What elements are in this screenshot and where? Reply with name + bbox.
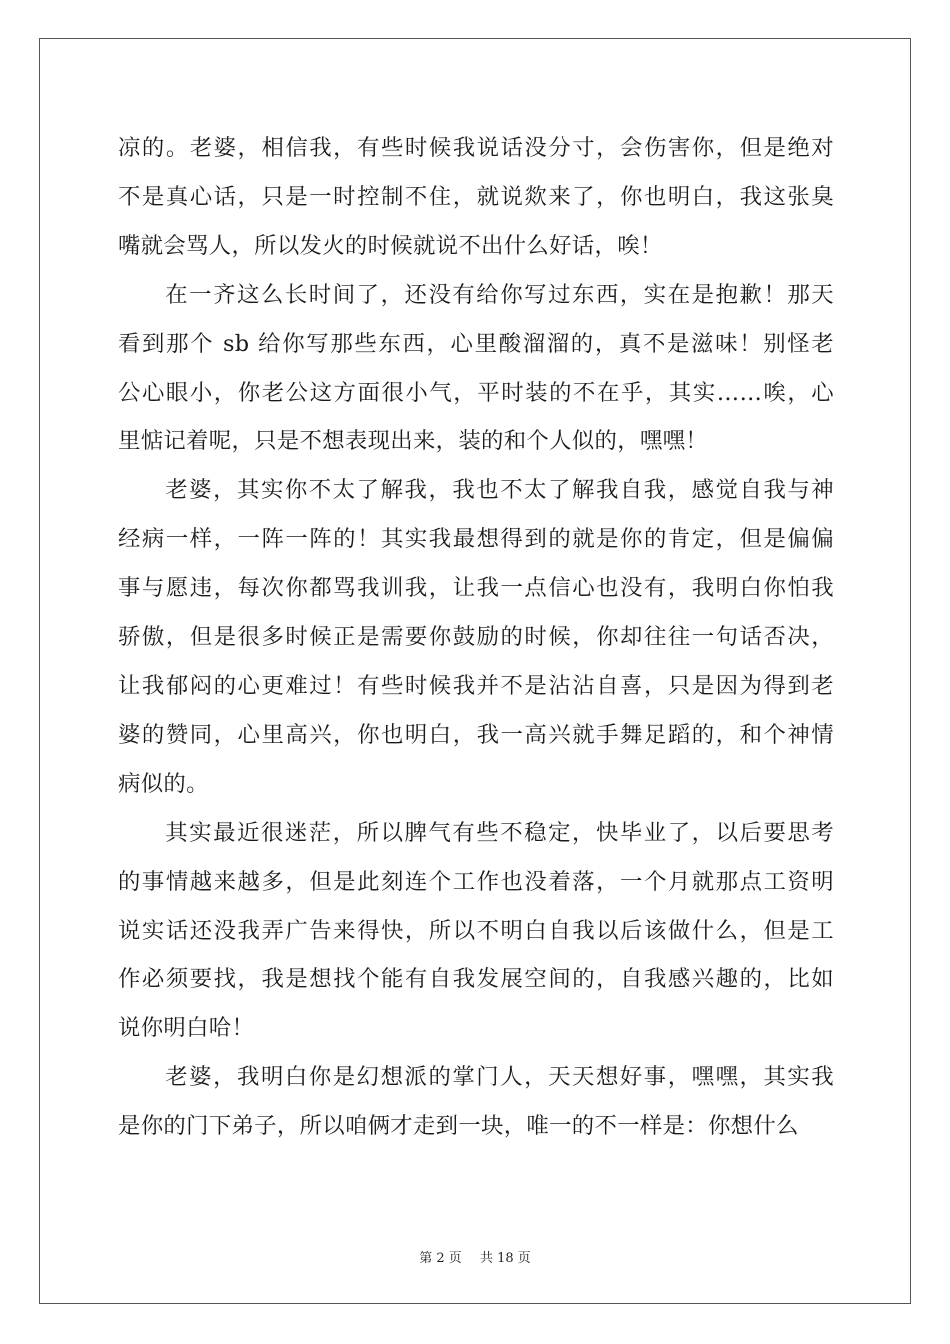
document-body bbox=[118, 124, 834, 1151]
text-line bbox=[118, 858, 834, 907]
text-line-content: 的事情越来越多，但是此刻连个工作也没着落，一个月就那点工资明 bbox=[118, 868, 834, 895]
text-line-content: 说你明白哈！ bbox=[118, 1015, 255, 1042]
text-line bbox=[118, 1102, 834, 1151]
paragraph bbox=[118, 124, 834, 271]
text-line bbox=[118, 222, 834, 271]
text-line bbox=[118, 124, 834, 173]
text-line-content: 骄傲，但是很多时候正是需要你鼓励的时候，你却往往一句话否决， bbox=[118, 624, 834, 651]
page-number: 第 2 页 bbox=[419, 1251, 462, 1266]
text-line bbox=[118, 417, 834, 466]
text-line bbox=[118, 1053, 834, 1102]
text-line bbox=[118, 711, 834, 760]
text-line-content: 病似的。 bbox=[118, 770, 209, 797]
text-line-content: 经病一样，一阵一阵的！其实我最想得到的就是你的肯定，但是偏偏 bbox=[118, 526, 834, 553]
text-line bbox=[118, 515, 834, 564]
text-line-content: 婆的赞同，心里高兴，你也明白，我一高兴就手舞足蹈的，和个神情 bbox=[118, 721, 834, 748]
text-line bbox=[118, 662, 834, 711]
text-line-content: 嘴就会骂人，所以发火的时候就说不出什么好话，唉！ bbox=[118, 232, 663, 259]
text-line-content: 看到那个 sb 给你写那些东西，心里酸溜溜的，真不是滋味！别怪老 bbox=[118, 330, 834, 357]
text-line-content: 凉的。老婆，相信我，有些时候我说话没分寸，会伤害你，但是绝对 bbox=[118, 135, 834, 161]
text-line bbox=[118, 613, 834, 662]
text-line bbox=[118, 466, 834, 515]
text-line bbox=[118, 173, 834, 222]
text-line bbox=[118, 320, 834, 369]
text-line bbox=[118, 271, 834, 320]
text-line-content: 不是真心话，只是一时控制不住，就说欻来了，你也明白，我这张臭 bbox=[118, 183, 834, 210]
text-line bbox=[118, 369, 834, 418]
text-line-content: 其实最近很迷茫，所以脾气有些不稳定，快毕业了，以后要思考 bbox=[164, 819, 834, 846]
text-line-content: 老婆，其实你不太了解我，我也不太了解我自我，感觉自我与神 bbox=[164, 477, 834, 504]
paragraph bbox=[118, 466, 834, 808]
text-line-content: 让我郁闷的心更难过！有些时候我并不是沾沾自喜，只是因为得到老 bbox=[118, 672, 834, 699]
text-line bbox=[118, 907, 834, 956]
paragraph bbox=[118, 1053, 834, 1151]
text-line-content: 在一齐这么长时间了，还没有给你写过东西，实在是抱歉！那天 bbox=[164, 281, 834, 308]
text-line-content: 公心眼小，你老公这方面很小气，平时装的不在乎，其实……唉，心 bbox=[118, 379, 834, 406]
text-line-content: 里惦记着呢，只是不想表现出来，装的和个人似的，嘿嘿！ bbox=[118, 428, 708, 455]
text-line bbox=[118, 760, 834, 809]
text-line bbox=[118, 564, 834, 613]
text-line-content: 是你的门下弟子，所以咱俩才走到一块，唯一的不一样是：你想什么 bbox=[118, 1113, 799, 1140]
page-footer bbox=[0, 1247, 950, 1266]
text-line bbox=[118, 1004, 834, 1053]
text-line-content: 老婆，我明白你是幻想派的掌门人，天天想好事，嘿嘿，其实我 bbox=[164, 1064, 834, 1091]
text-line-content: 事与愿违，每次你都骂我训我，让我一点信心也没有，我明白你怕我 bbox=[118, 575, 834, 602]
paragraph bbox=[118, 809, 834, 1054]
page-total: 共 18 页 bbox=[479, 1251, 531, 1266]
paragraph bbox=[118, 271, 834, 467]
text-line-content: 说实话还没我弄广告来得快，所以不明白自我以后该做什么，但是工 bbox=[118, 917, 834, 944]
text-line bbox=[118, 955, 834, 1004]
text-line-content: 作必须要找，我是想找个能有自我发展空间的，自我感兴趣的，比如 bbox=[118, 966, 834, 993]
text-line bbox=[118, 809, 834, 858]
